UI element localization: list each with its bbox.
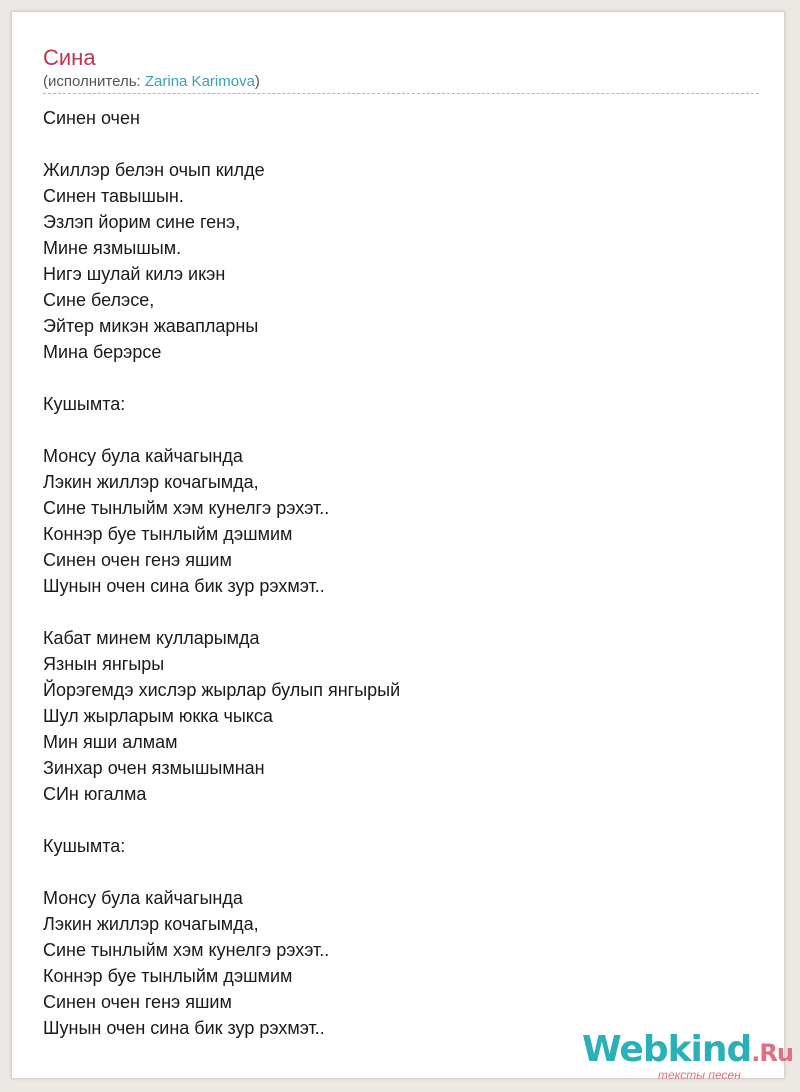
performer-suffix: ) bbox=[254, 73, 260, 90]
lyric-line: СИн югалма bbox=[43, 784, 147, 804]
logo-tagline: тексты песен bbox=[658, 1068, 741, 1082]
lyric-line: Кушымта: bbox=[43, 394, 126, 414]
lyric-line: Зинхар очен язмышымнан bbox=[43, 758, 265, 778]
lyric-line: Коннэр буе тынлыйм дэшмим bbox=[43, 524, 293, 544]
lyric-line: Эзлэп йорим сине генэ, bbox=[43, 212, 241, 232]
stanza-gap bbox=[43, 131, 743, 157]
lyrics-text bbox=[43, 105, 743, 1041]
stanza-gap bbox=[43, 365, 743, 391]
song-title: Сина bbox=[43, 45, 96, 70]
lyric-line: Монсу була кайчагында bbox=[43, 446, 243, 466]
lyric-line: Жиллэр белэн очып килде bbox=[43, 160, 265, 180]
lyric-line: Йорэгемдэ хислэр жырлар булып янгырый bbox=[43, 680, 401, 700]
lyric-line: Кушымта: bbox=[43, 836, 126, 856]
logo-brand: Webkind bbox=[582, 1029, 752, 1070]
stanza-gap bbox=[43, 417, 743, 443]
artist-link[interactable]: Zarina Karimova bbox=[144, 73, 255, 90]
lyric-line: Эйтер микэн жавапларны bbox=[43, 316, 259, 336]
lyric-line: Язнын янгыры bbox=[43, 654, 165, 674]
lyric-line: Синен тавышын. bbox=[43, 186, 184, 206]
lyric-line: Коннэр буе тынлыйм дэшмим bbox=[43, 966, 293, 986]
lyrics-sheet bbox=[11, 11, 793, 1082]
lyric-line: Шунын очен сина бик зур рэхмэт.. bbox=[43, 576, 325, 596]
lyric-line: Шунын очен сина бик зур рэхмэт.. bbox=[43, 1018, 325, 1038]
lyric-line: Мине язмышым. bbox=[43, 238, 182, 258]
stanza-gap bbox=[43, 859, 743, 885]
lyric-line: Синен очен bbox=[43, 108, 140, 128]
lyric-line: Синен очен генэ яшим bbox=[43, 550, 232, 570]
dashed-divider bbox=[43, 93, 759, 94]
lyric-line: Кабат минем кулларымда bbox=[43, 628, 260, 648]
lyric-line: Мин яши алмам bbox=[43, 732, 178, 752]
logo-tld: .Ru bbox=[751, 1039, 793, 1067]
stanza-gap bbox=[43, 599, 743, 625]
lyric-line: Сине белэсе, bbox=[43, 290, 155, 310]
lyric-line: Сине тынлыйм хэм кунелгэ рэхэт.. bbox=[43, 940, 330, 960]
lyric-line: Лэкин жиллэр кочагымда, bbox=[43, 472, 259, 492]
performer-prefix: (исполнитель: bbox=[43, 73, 145, 90]
stanza-gap bbox=[43, 807, 743, 833]
lyric-line: Сине тынлыйм хэм кунелгэ рэхэт.. bbox=[43, 498, 330, 518]
lyric-line: Синен очен генэ яшим bbox=[43, 992, 232, 1012]
webkind-logo bbox=[582, 1029, 793, 1082]
lyric-line: Лэкин жиллэр кочагымда, bbox=[43, 914, 259, 934]
performer-line bbox=[43, 73, 260, 91]
logo-wordmark bbox=[582, 1030, 793, 1073]
lyric-line: Мина берэрсе bbox=[43, 342, 162, 362]
lyric-line: Монсу була кайчагында bbox=[43, 888, 243, 908]
lyric-line: Нигэ шулай килэ икэн bbox=[43, 264, 226, 284]
lyric-line: Шул жырларым юкка чыкса bbox=[43, 706, 273, 726]
